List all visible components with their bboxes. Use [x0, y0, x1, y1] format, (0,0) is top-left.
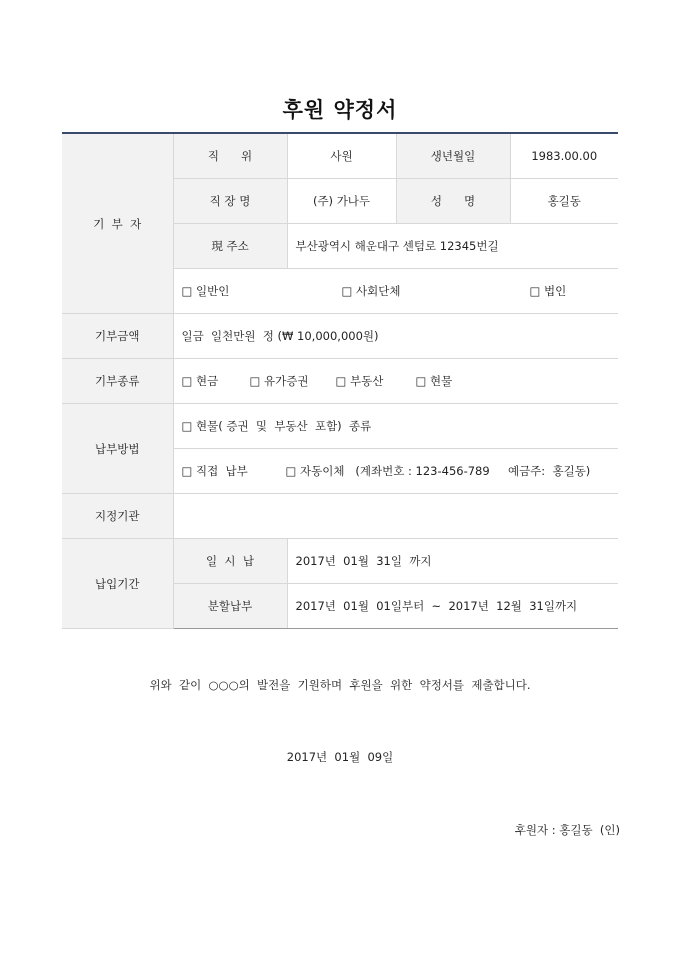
pledge-statement: 위와 같이 ○○○의 발전을 기원하며 후원을 위한 약정서를 제출합니다. [149, 678, 531, 692]
kind-cash-checkbox[interactable]: □ 현금 [181, 374, 219, 388]
lump-sum-value[interactable]: 2017년 01월 31일 까지 [287, 539, 618, 584]
address-value[interactable]: 부산광역시 해운대구 센텀로 12345번길 [287, 224, 618, 269]
name-label: 성 명 [396, 179, 510, 224]
split-payment-value[interactable]: 2017년 01월 01일부터 ~ 2017년 12월 31일까지 [287, 584, 618, 629]
kind-label: 기부종류 [62, 359, 173, 404]
pledge-form-table [62, 134, 618, 629]
kind-row [62, 359, 618, 404]
kind-goods-checkbox[interactable]: □ 현물 [415, 374, 453, 388]
method-auto-transfer-checkbox[interactable]: □ 자동이체 (계좌번호 : 123-456-789 예금주: 홍길동) [285, 464, 591, 478]
position-label: 직 위 [173, 134, 287, 179]
donor-type-corporation[interactable]: □ 법인 [529, 284, 567, 298]
address-label: 現 주소 [173, 224, 287, 269]
amount-row [62, 314, 618, 359]
lump-sum-label: 일 시 납 [173, 539, 287, 584]
period-label: 납입기간 [62, 539, 173, 629]
birth-label: 생년월일 [396, 134, 510, 179]
method-label: 납부방법 [62, 404, 173, 494]
document-title: 후원 약정서 [282, 98, 398, 122]
donor-type-individual[interactable]: □ 일반인 [181, 284, 230, 298]
period-row-lump [62, 539, 618, 584]
birth-value[interactable]: 1983.00.00 [510, 134, 618, 179]
company-label: 직 장 명 [173, 179, 287, 224]
split-payment-label: 분할납부 [173, 584, 287, 629]
kind-securities-checkbox[interactable]: □ 유가증권 [249, 374, 309, 388]
pledge-date: 2017년 01월 09일 [286, 750, 394, 764]
company-value[interactable]: (주) 가나두 [287, 179, 396, 224]
amount-label: 기부금액 [62, 314, 173, 359]
position-value[interactable]: 사원 [287, 134, 396, 179]
donor-row-position [62, 134, 618, 179]
name-value[interactable]: 홍길동 [510, 179, 618, 224]
donor-type-organization[interactable]: □ 사회단체 [341, 284, 401, 298]
kind-realestate-checkbox[interactable]: □ 부동산 [335, 374, 384, 388]
method-row-goods [62, 404, 618, 449]
donor-header: 기 부 자 [62, 134, 173, 314]
institution-row [62, 494, 618, 539]
signer-line: 후원자 : 홍길동 (인) [514, 823, 620, 837]
method-direct-checkbox[interactable]: □ 직접 납부 [181, 464, 248, 478]
institution-label: 지정기관 [62, 494, 173, 539]
amount-value[interactable]: 일금 일천만원 정 (₩ 10,000,000원) [173, 314, 618, 359]
institution-value[interactable] [173, 494, 618, 539]
method-goods-checkbox[interactable]: □ 현물( 증권 및 부동산 포함) 종류 [173, 404, 618, 449]
